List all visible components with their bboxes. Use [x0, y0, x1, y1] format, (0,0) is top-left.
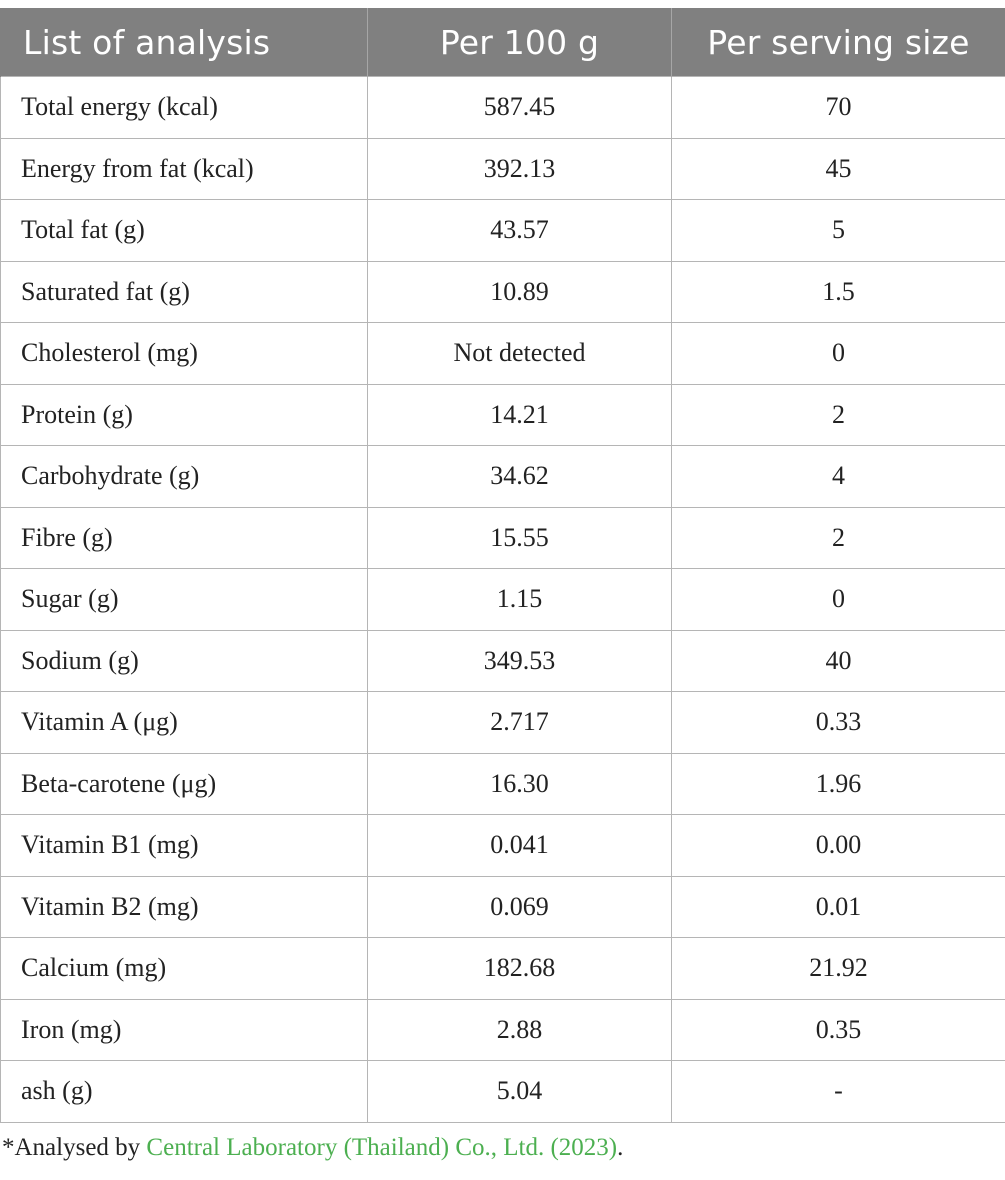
row-label: Carbohydrate (g): [1, 446, 368, 508]
per-serving-value: 5: [672, 200, 1005, 262]
per-100g-value: 0.041: [368, 815, 672, 877]
row-label: Sodium (g): [1, 630, 368, 692]
row-label: Fibre (g): [1, 507, 368, 569]
citation-link[interactable]: Central Laboratory (Thailand) Co., Ltd. (2023): [146, 1134, 618, 1161]
per-100g-value: 10.89: [368, 261, 672, 323]
per-100g-value: 349.53: [368, 630, 672, 692]
per-serving-value: 0: [672, 569, 1005, 631]
row-label: Vitamin B1 (mg): [1, 815, 368, 877]
per-serving-value: 21.92: [672, 938, 1005, 1000]
row-label: ash (g): [1, 1061, 368, 1123]
row-label: Calcium (mg): [1, 938, 368, 1000]
table-footnote: [2, 1134, 623, 1162]
nutrition-table: [0, 8, 1005, 1123]
row-label: Saturated fat (g): [1, 261, 368, 323]
per-serving-value: -: [672, 1061, 1005, 1123]
per-serving-value: 0.00: [672, 815, 1005, 877]
column-header-per-100g: Per 100 g: [368, 8, 672, 77]
per-serving-value: 2: [672, 384, 1005, 446]
footnote-prefix: *Analysed by: [2, 1134, 147, 1161]
table-row: [1, 323, 1005, 385]
table-row: [1, 77, 1005, 139]
table-body: [1, 77, 1005, 1123]
per-100g-value: 5.04: [368, 1061, 672, 1123]
column-header-per-serving-size: Per serving size: [672, 8, 1005, 77]
header-row: [1, 8, 1005, 77]
per-100g-value: Not detected: [368, 323, 672, 385]
table-row: [1, 692, 1005, 754]
per-100g-value: 2.717: [368, 692, 672, 754]
per-serving-value: 0.33: [672, 692, 1005, 754]
per-100g-value: 392.13: [368, 138, 672, 200]
table-row: [1, 938, 1005, 1000]
row-label: Energy from fat (kcal): [1, 138, 368, 200]
per-serving-value: 0.35: [672, 999, 1005, 1061]
per-100g-value: 43.57: [368, 200, 672, 262]
per-serving-value: 1.5: [672, 261, 1005, 323]
table-header: [1, 8, 1005, 77]
table-row: [1, 138, 1005, 200]
per-serving-value: 2: [672, 507, 1005, 569]
table-row: [1, 200, 1005, 262]
per-serving-value: 40: [672, 630, 1005, 692]
per-100g-value: 2.88: [368, 999, 672, 1061]
table-row: [1, 630, 1005, 692]
table-row: [1, 1061, 1005, 1123]
row-label: Total energy (kcal): [1, 77, 368, 139]
per-serving-value: 4: [672, 446, 1005, 508]
table-row: [1, 815, 1005, 877]
per-100g-value: 587.45: [368, 77, 672, 139]
table-row: [1, 446, 1005, 508]
footnote-suffix: .: [617, 1134, 624, 1161]
per-100g-value: 16.30: [368, 753, 672, 815]
table-row: [1, 384, 1005, 446]
table-row: [1, 261, 1005, 323]
row-label: Beta-carotene (μg): [1, 753, 368, 815]
table-row: [1, 753, 1005, 815]
per-serving-value: 45: [672, 138, 1005, 200]
table-row: [1, 999, 1005, 1061]
table-row: [1, 569, 1005, 631]
row-label: Vitamin A (μg): [1, 692, 368, 754]
per-100g-value: 182.68: [368, 938, 672, 1000]
per-serving-value: 0: [672, 323, 1005, 385]
per-serving-value: 0.01: [672, 876, 1005, 938]
column-header-list-of-analysis: List of analysis: [1, 8, 368, 77]
per-100g-value: 15.55: [368, 507, 672, 569]
per-100g-value: 34.62: [368, 446, 672, 508]
table-row: [1, 876, 1005, 938]
per-serving-value: 1.96: [672, 753, 1005, 815]
row-label: Vitamin B2 (mg): [1, 876, 368, 938]
row-label: Iron (mg): [1, 999, 368, 1061]
row-label: Cholesterol (mg): [1, 323, 368, 385]
per-100g-value: 1.15: [368, 569, 672, 631]
row-label: Total fat (g): [1, 200, 368, 262]
per-serving-value: 70: [672, 77, 1005, 139]
per-100g-value: 14.21: [368, 384, 672, 446]
nutrition-table-container: [0, 8, 1005, 1123]
table-row: [1, 507, 1005, 569]
row-label: Sugar (g): [1, 569, 368, 631]
row-label: Protein (g): [1, 384, 368, 446]
per-100g-value: 0.069: [368, 876, 672, 938]
